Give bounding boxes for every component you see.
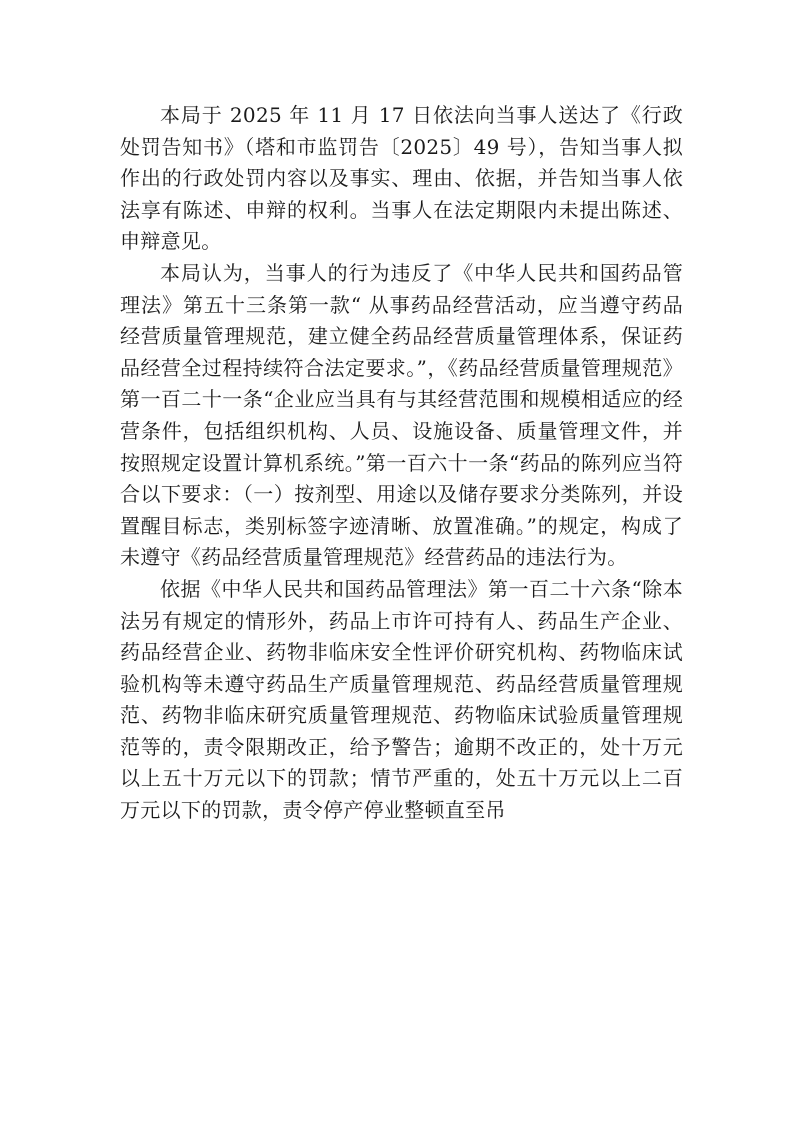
document-body	[120, 100, 683, 827]
paragraph-penalty-basis: 依据《中华人民共和国药品管理法》第一百二十六条“除本法另有规定的情形外，药品上市许可持有人、药品生产企业、药品经营企业、药物非临床安全性评价研究机构、药物临床试验机构等未遵守药品生产质量管理规范、药品经营质量管理规范、药物非临床研究质量管理规范、药物临床试验质量管理规范等的，责令限期改正，给予警告；逾期不改正的，处十万元以上五十万元以下的罚款；情节严重的，处五十万元以上二百万元以下的罚款，责令停产停业整顿直至吊	[120, 576, 683, 823]
paragraph-violation-finding: 本局认为，当事人的行为违反了《中华人民共和国药品管理法》第五十三条第一款“ 从事药品经营活动，应当遵守药品经营质量管理规范，建立健全药品经营质量管理体系，保证药品经营全过程持续符合法定要求。”，《药品经营质量管理规范》第一百二十一条“企业应当具有与其经营范围和规模相适应的经营条件，包括组织机构、人员、设施设备、质量管理文件，并按照规定设置计算机系统。”第一百六十一条“药品的陈列应当符合以下要求：（一）按剂型、用途以及储存要求分类陈列，并设置醒目标志，类别标签字迹清晰、放置准确。”的规定，构成了未遵守《药品经营质量管理规范》经营药品的违法行为。	[120, 260, 683, 570]
paragraph-notice-delivery: 本局于 2025 年 11 月 17 日依法向当事人送达了《行政处罚告知书》（塔和市监罚告〔2025〕49 号），告知当事人拟作出的行政处罚内容以及事实、理由、依据，并告知当事人依法享有陈述、申辩的权利。当事人在法定期限内未提出陈述、申辩意见。	[120, 103, 683, 254]
